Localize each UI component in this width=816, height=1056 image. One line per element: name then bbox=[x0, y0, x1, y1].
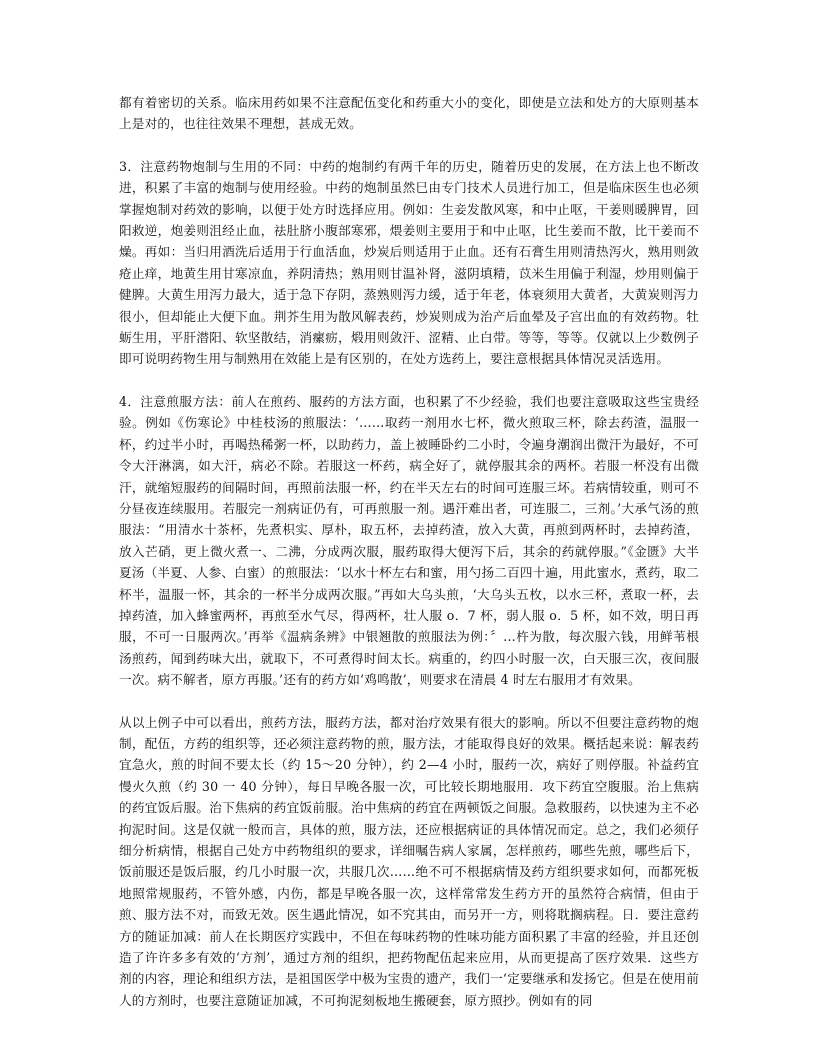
paragraph-spacer bbox=[119, 370, 699, 391]
paragraph-summary: 从以上例子中可以看出，煎药方法，服药方法，都对治疗效果有很大的影响。所以不但要注意药物的炮制，配伍，方药的组织等，还必须注意药物的煎，服方法，才能取得良好的效果。概括起来说：解表药宜急火，煎的时间不要太长（约 15～20 分钟），约 2—4 小时，服药一次，病好了则停服。补益药宜慢火久煎（约 30 一 40 分钟），每日早晚各服一次，可比较长期地服用．攻下药宜空腹服。治上焦病的药宜饭后服。治下焦病的药宜饭前服。治中焦病的药宜在两顿饭之间服。急救服药，以快速为主不必拘泥时间。这是仅就一般而言，具体的煎，服方法，还应根据病证的具体情况而定。总之，我们必须仔细分析病情，根据自己处方中药物组织的要求，详细嘱告病人家属，怎样煎药，哪些先煎，哪些后下，饭前服还是饭后服，约几小时服一次，共服几次……绝不可不根据病情及药方组织要求如何，而都死板地照常规服药，不管外感，内伤，都是早晚各服一次，这样常常发生药方开的虽然符合病情，但由于煎、服方法不对，而致无效。医生遇此情况，如不究其由，而另开一方，则将耽搁病程。日．要注意药方的随证加减：前人在长期医疗实践中，不但在每味药物的性味功能方面积累了丰富的经验，并且还创造了许许多多有效的‘方剂’，通过方剂的组织，把药物配伍起来应用，从而更提高了医疗效果．这些方剂的内容，理论和组织方法，是祖国医学中极为宝贵的遗产，我们一‘定要继承和发扬它。但是在使用前人的方剂时，也要注意随证加减，不可拘泥刻板地生搬硬套，原方照抄。例如有的同 bbox=[119, 714, 699, 1008]
paragraph-spacer bbox=[119, 691, 699, 712]
paragraph-processing: 3．注意药物炮制与生用的不同：中药的炮制约有两千年的历史，随着历史的发展，在方法上也不断改进，积累了丰富的炮制与使用经验。中药的炮制虽然巳由专门技术人员进行加工，但是临床医生也必须掌握炮制对药效的影响，以便于处方时选择应用。例如：生妾发散风寒，和中止呕，干姜则暖脾胃，回阳救逆，炮姜则沮经止血，祛肚脐小腹部寒邪，煨姜则主要用于和中止呕，比生姜而不散，比干姜而不燥。再如：当归用酒洗后适用于行血活血，炒炭后则适用于止血。还有石膏生用则清热泻火，熟用则敛疮止痒，地黄生用甘寒凉血，养阴清热；熟用则甘温补肾，滋阴填精，苡米生用偏于利湿，炒用则偏于健脾。大黄生用泻力最大，适于急下存阴，蒸熟则泻力缓，适于年老，体衰须用大黄者，大黄炭则泻力很小，但却能止大便下血。荆芥生用为散风解表药，炒炭则成为治产后血晕及子宫出血的有效药物。牡蛎生用，平肝潜阳、软坚散结，消瘰疬，煅用则敛汗、涩精、止白带。等等，等等。仅就以上少数例子即可说明药物生用与制熟用在效能上是有区别的，在处方选药上，要注意根据具体情况灵活选用。 bbox=[119, 158, 699, 367]
paragraph-intro: 都有着密切的关系。临床用药如果不注意配伍变化和药重大小的变化，即使是立法和处方的大原则基本上是对的，也往往效果不理想，甚成无效。 bbox=[119, 95, 699, 132]
paragraph-spacer bbox=[119, 135, 699, 156]
paragraph-decoction: 4．注意煎服方法：前人在煎药、服药的方法方面，也积累了不少经验，我们也要注意吸取这些宝贵经验。例如《伤寒论》中桂枝汤的煎服法：‘……取药一剂用水七杯，微火煎取三杯，除去药渣，温服一杯，约过半小时，再喝热稀粥一杯，以助药力，盖上被睡卧约二小时，令遍身潮润出微汗为最好，不可令大汗淋漓，如大汗，病必不除。若服这一杯药，病全好了，就停服其余的两杯。若服一杯没有出微汗，就缩短服药的间隔时间，再照前法服一杯，约在半天左右的时间可连服三坏。若病情较重，则可不分昼夜连续服用。若服完一剂病证仍有，可再煎服一剂。遇汗难出者，可连服二，三剂。’大承气汤的煎服法：“用清水十茶杯，先煮枳实、厚朴，取五杯，去掉药渣，放入大黄，再煎到两杯时，去掉药渣，放入芒硝，更上微火煮一、二沸，分成两次服，服药取得大便泻下后，其余的药就停服。”《金匮》大半夏汤（半夏、人参、白蜜）的煎服法：‘以水十杯左右和蜜，用勺扬二百四十遍，用此蜜水，煮药，取二杯半，温服一怀，其余的一杯半分成两次服。”再如大乌头煎，‘大乌头五枚，以水三杯，煮取一杯，去掉药渣，加入蜂蜜两杯，再煎至水气尽，得两杯，壮人服 o．7 杯，弱人服 o．5 杯，如不效，明日再服，不可一日服两次。’再举《温病条辨》中银翘散的煎服法为例：〞…杵为散，每次服六钱，用鲜苇根汤煎药，闻到药味大出，就取下，不可煮得时间太长。病重的，约四小时服一次，白天服三次，夜间服一次。病不解者，原方再服。’还有的药方如‘鸡鸣散’，则要求在清晨 4 时左右服用才有效果。 bbox=[119, 393, 699, 688]
document-page bbox=[119, 92, 699, 1011]
